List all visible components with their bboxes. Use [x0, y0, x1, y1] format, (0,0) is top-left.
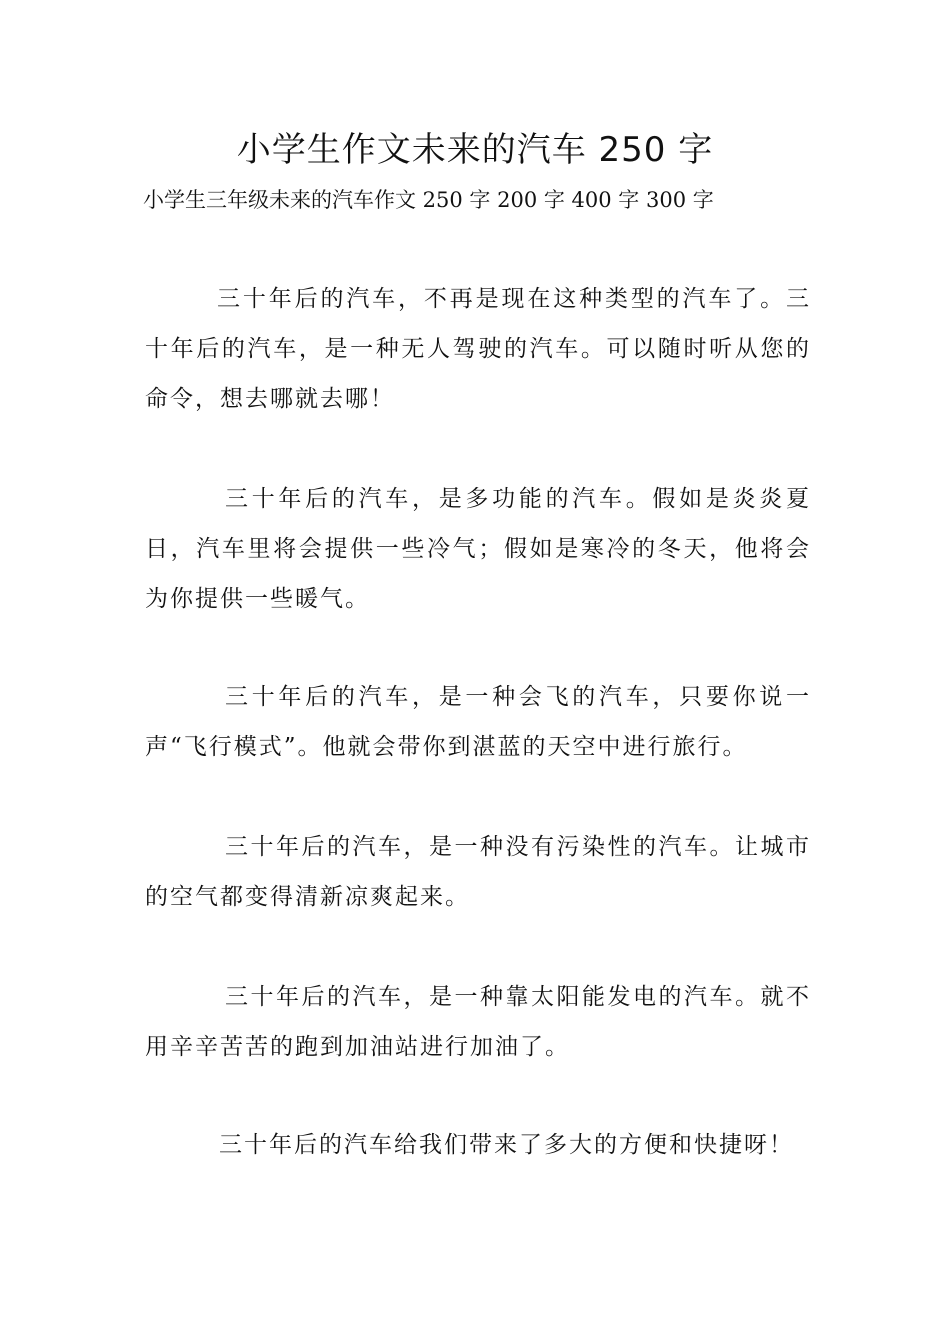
document-subtitle: 小学生三年级未来的汽车作文 250 字 200 字 400 字 300 字 [143, 188, 714, 212]
document-title: 小学生作文未来的汽车 250 字 [236, 130, 714, 170]
paragraph-2: 三十年后的汽车，是多功能的汽车。假如是炎炎夏日，汽车里将会提供一些冷气；假如是寒冷的冬天，他将会为你提供一些暖气。 [145, 486, 811, 612]
paragraph-1: 三十年后的汽车，不再是现在这种类型的汽车了。三十年后的汽车，是一种无人驾驶的汽车。可以随时听从您的命令，想去哪就去哪！ [145, 286, 811, 412]
paragraph-4: 三十年后的汽车，是一种没有污染性的汽车。让城市的空气都变得清新凉爽起来。 [145, 834, 811, 910]
paragraph-3: 三十年后的汽车，是一种会飞的汽车，只要你说一声“飞行模式”。他就会带你到湛蓝的天空中进行旅行。 [145, 684, 811, 760]
paragraph-5: 三十年后的汽车，是一种靠太阳能发电的汽车。就不用辛辛苦苦的跑到加油站进行加油了。 [145, 984, 811, 1060]
paragraph-6: 三十年后的汽车给我们带来了多大的方便和快捷呀！ [219, 1132, 794, 1158]
